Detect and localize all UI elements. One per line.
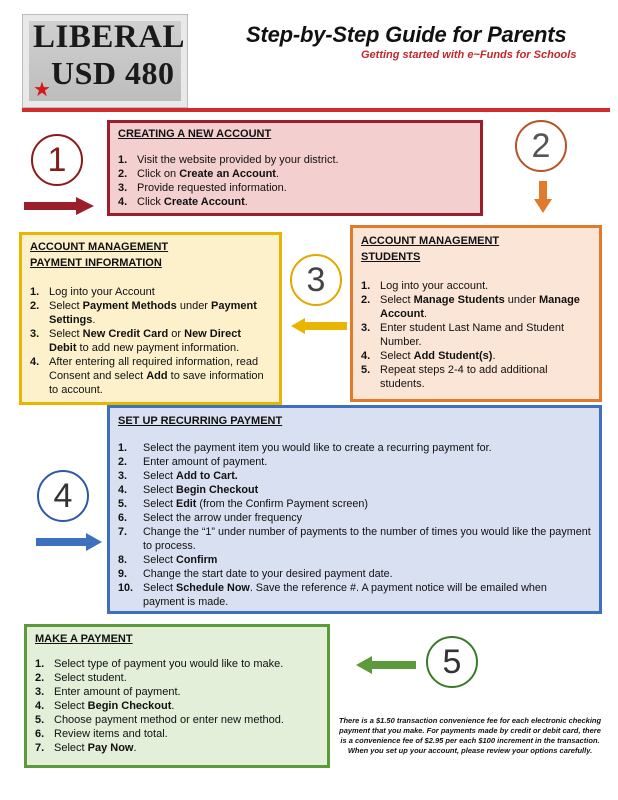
list-item: 3. Select New Credit Card or New Direct Debit to add new payment information. <box>30 328 241 354</box>
list-item: 1. Visit the website provided by your district. <box>118 154 339 166</box>
list-item: 6. Select the arrow under frequency <box>118 512 303 524</box>
list-item: 9. Change the start date to your desired payment date. <box>118 568 393 580</box>
fee-note: There is a $1.50 transaction convenience fee for each electronic checking payment that you make. For payments made by credit or debit card, there is a convenience fee of $2.95 per each $100 increment in the transaction. When you set up your account, please review your options carefully. <box>338 716 602 755</box>
list-item: 2. Select Manage Students under Manage Account. <box>361 294 580 320</box>
list-item: 5. Select Edit (from the Confirm Payment screen) <box>118 498 369 510</box>
arrow-left-icon <box>356 656 416 674</box>
arrow-left-icon <box>291 318 347 334</box>
step-2-heading: ACCOUNT MANAGEMENT <box>361 235 500 247</box>
logo-line2: USD 480 <box>51 55 175 91</box>
step-2-number: 2 <box>515 120 567 172</box>
arrow-right-icon <box>24 197 94 215</box>
step-4-heading: SET UP RECURRING PAYMENT <box>118 415 283 427</box>
arrow-right-icon <box>36 533 102 551</box>
list-item: 4. Select Begin Checkout. <box>35 700 175 712</box>
list-item: 2. Enter amount of payment. <box>118 456 268 468</box>
list-item: 1. Log into your Account <box>30 286 155 298</box>
list-item: 3. Select Add to Cart. <box>118 470 238 482</box>
list-item: 2. Select Payment Methods under Payment Settings. <box>30 300 257 326</box>
step-4-number: 4 <box>37 470 89 522</box>
list-item: 4. After entering all required information, read Consent and select Add to save information to account. <box>30 356 264 396</box>
logo-line1: LIBERAL <box>33 19 186 55</box>
list-item: 10. Select Schedule Now. Save the reference #. A payment notice will be emailed when payment is made. <box>118 582 547 608</box>
list-item: 4. Select Begin Checkout <box>118 484 259 496</box>
list-item: 7. Select Pay Now. <box>35 742 137 754</box>
header-divider <box>22 108 610 112</box>
page-subtitle: Getting started with e~Funds for Schools <box>361 49 577 61</box>
district-logo <box>22 14 188 108</box>
step-3-heading: ACCOUNT MANAGEMENT <box>30 241 169 253</box>
list-item: 2. Click on Create an Account. <box>118 168 280 180</box>
step-2-box <box>350 225 602 402</box>
page-title: Step-by-Step Guide for Parents <box>246 22 567 47</box>
logo-star-icon: ★ <box>33 79 51 101</box>
step-4-box <box>107 405 602 614</box>
list-item: 1. Select type of payment you would like to make. <box>35 658 284 670</box>
list-item: 7. Change the “1” under number of payments to the number of times you would like the payment to process. <box>118 526 591 552</box>
list-item: 5. Choose payment method or enter new method. <box>35 714 284 726</box>
list-item: 8. Select Confirm <box>118 554 218 566</box>
list-item: 4. Select Add Student(s). <box>361 350 496 362</box>
list-item: 3. Provide requested information. <box>118 182 287 194</box>
list-item: 1. Select the payment item you would like to create a recurring payment for. <box>118 442 492 454</box>
arrow-down-icon <box>534 181 552 213</box>
list-item: 1. Log into your account. <box>361 280 489 292</box>
list-item: 4. Click Create Account. <box>118 196 248 208</box>
list-item: 6. Review items and total. <box>35 728 168 740</box>
step-1-box <box>107 120 483 216</box>
step-3-box <box>19 232 282 405</box>
step-3-subheading: PAYMENT INFORMATION <box>30 257 162 269</box>
list-item: 3. Enter student Last Name and Student Number. <box>361 322 565 348</box>
step-5-number: 5 <box>426 636 478 688</box>
list-item: 3. Enter amount of payment. <box>35 686 181 698</box>
list-item: 2. Select student. <box>35 672 127 684</box>
step-1-heading: CREATING A NEW ACCOUNT <box>118 128 272 140</box>
list-item: 5. Repeat steps 2-4 to add additional students. <box>361 364 548 390</box>
step-2-subheading: STUDENTS <box>361 251 421 263</box>
step-5-heading: MAKE A PAYMENT <box>35 633 133 645</box>
step-1-number: 1 <box>31 134 83 186</box>
step-5-box <box>24 624 330 768</box>
step-3-number: 3 <box>290 254 342 306</box>
